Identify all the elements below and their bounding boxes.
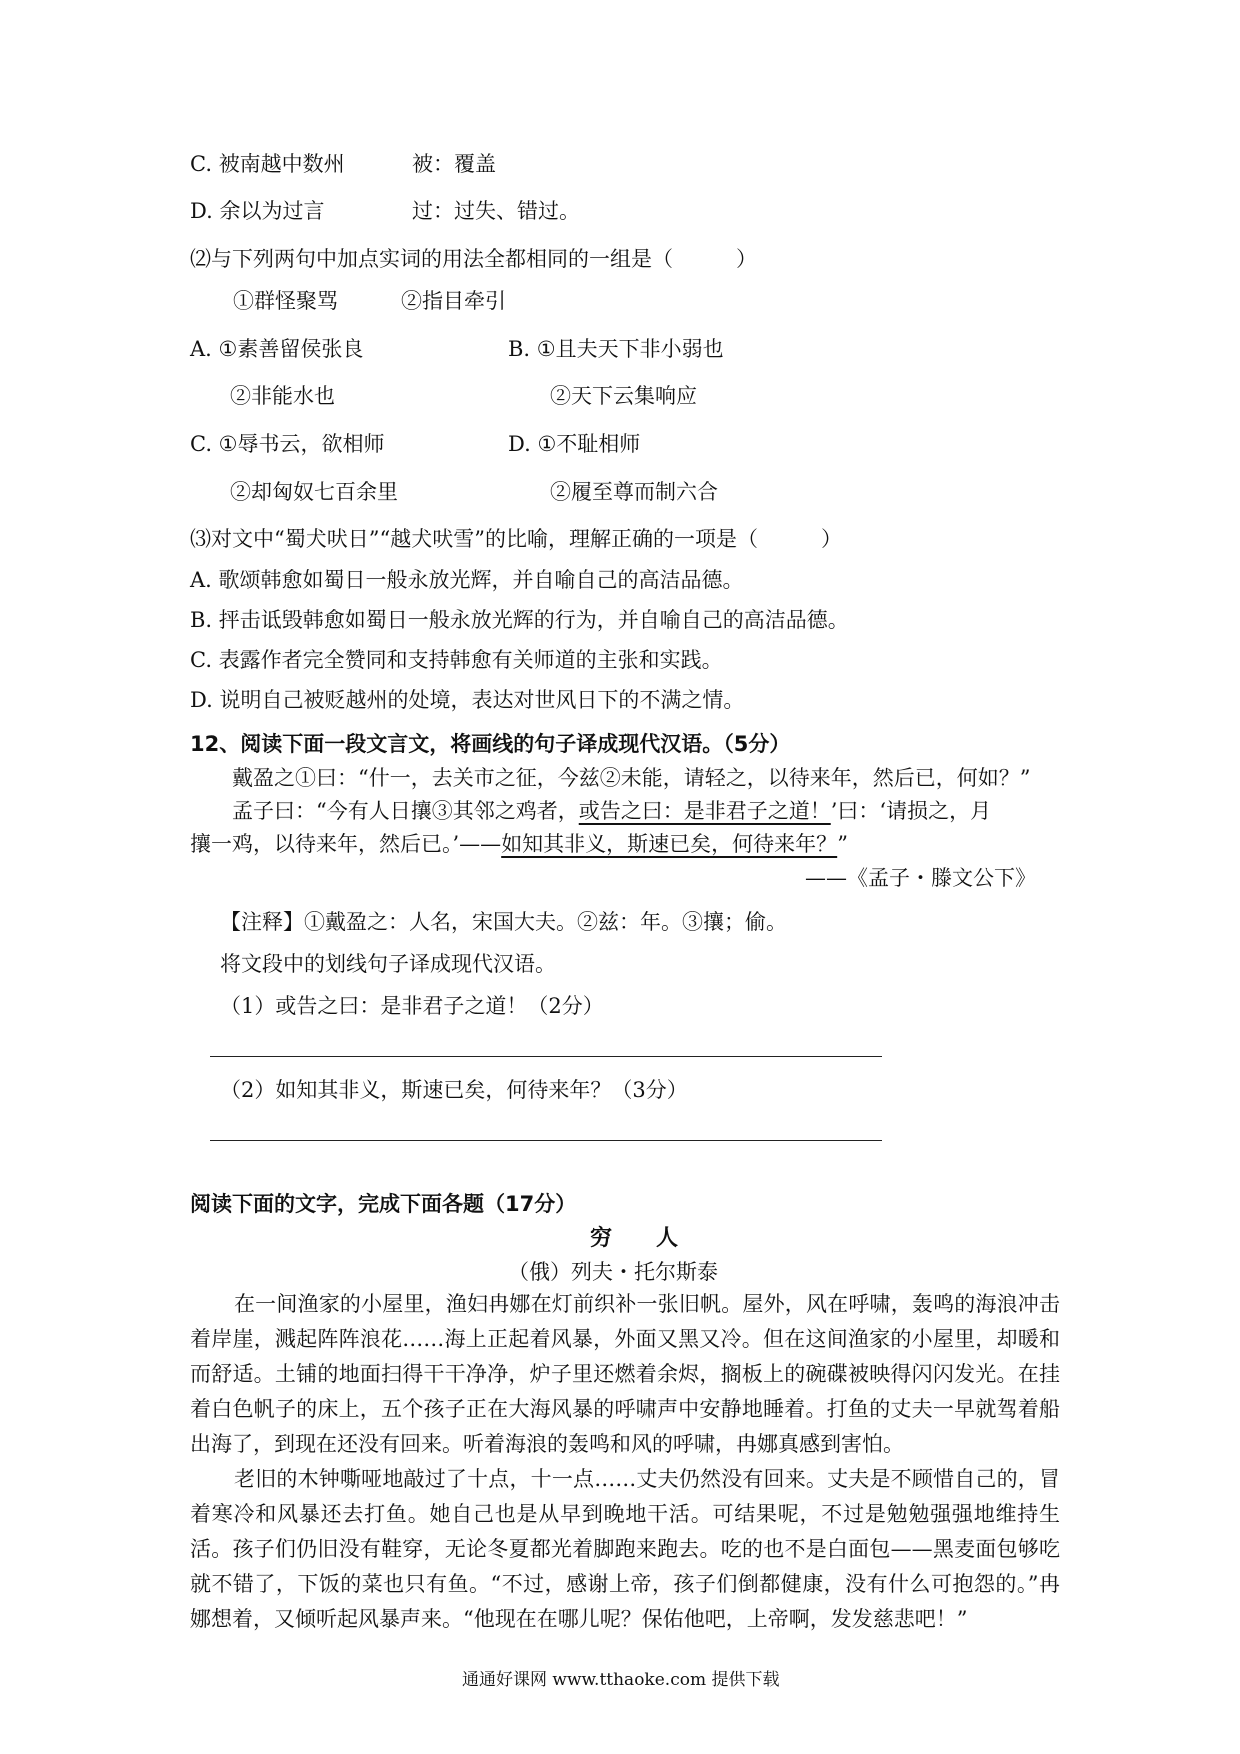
option-b-1: B. ①且夫天下非小弱也 [508,337,724,361]
option-c-2: ②却匈奴七百余里 [230,480,398,504]
question-stem: ⑵与下列两句中加点实词的用法全都相同的一组是（ ） [190,247,757,271]
question-12-title: 12、阅读下面一段文言文，将画线的句子译成现代汉语。（5分） [190,732,791,756]
paragraph-1: 在一间渔家的小屋里，渔妇冉娜在灯前织补一张旧帆。屋外，风在呼啸，轰鸣的海浪冲击着岸崖，溅起阵阵浪花……海上正起着风暴，外面又黑又冷。但在这间渔家的小屋里，却暖和而舒适。土铺的地面扫得干干净净，炉子里还燃着余烬，搁板上的碗碟被映得闪闪发光。在挂着白色帆子的床上，五个孩子正在大海风暴的呼啸声中安静地睡着。打鱼的丈夫一早就驾着船出海了，到现在还没有回来。听着海浪的轰鸣和风的呼啸，冉娜真感到害怕。 [190,1292,1060,1456]
answer-line-2[interactable] [210,1140,882,1141]
option-b: B. 抨击诋毁韩愈如蜀日一般永放光辉的行为，并自喻自己的高洁品德。 [190,608,849,632]
text-segment: ” [837,832,848,856]
option-a-1: A. ①素善留侯张良 [190,337,364,361]
reading-heading: 阅读下面的文字，完成下面各题（17分） [190,1192,577,1216]
text-segment: 孟子曰：“今有人日攘③其邻之鸡者， [232,799,579,823]
question-stem: ⑶对文中“蜀犬吠日”“越犬吠雪”的比喻，理解正确的一项是（ ） [190,527,842,551]
option-label: D. [190,199,213,223]
classical-text-line-2 [232,797,991,825]
underlined-sentence-1: 或告之曰：是非君子之道！ [578,799,831,823]
underlined-sentence-2: 如知其非义，斯速已矣，何待来年？ [501,832,838,856]
sub-question-2: （2）如知其非义，斯速已矣，何待来年？（3分） [220,1078,688,1102]
instruction: 将文段中的划线句子译成现代汉语。 [220,952,556,976]
option-d-gloss: 过：过失、错过。 [412,199,580,223]
paragraph-2: 老旧的木钟嘶哑地敲过了十点，十一点……丈夫仍然没有回来。丈夫是不顾惜自己的，冒着寒冷和风暴还去打鱼。她自己也是从早到晚地干活。可结果呢，不过是勉勉强强地维持生活。孩子们仍旧没有鞋穿，无论冬夏都光着脚跑来跑去。吃的也不是白面包——黑麦面包够吃就不错了，下饭的菜也只有鱼。“不过，感谢上帝，孩子们倒都健康，没有什么可抱怨的。”冉娜想着，又倾听起风暴声来。“他现在在哪儿呢？保佑他吧，上帝啊，发发慈悲吧！” [190,1467,1060,1631]
classical-text-line-1: 戴盈之①曰：“什一，去关市之征，今兹②未能，请轻之，以待来年，然后已，何如？” [232,766,1031,790]
option-c-gloss: 被：覆盖 [412,152,496,176]
story-body [190,1287,1060,1637]
page-footer: 通通好课网 www.tthaoke.com 提供下载 [462,1670,780,1690]
option-c-1: C. ①辱书云，欲相师 [190,432,385,456]
option-label: C. [190,152,212,176]
option-a-2: ②非能水也 [230,384,335,408]
story-author: （俄）列夫・托尔斯泰 [508,1260,718,1284]
sub-question-1: （1）或告之曰：是非君子之道！（2分） [220,994,604,1018]
option-sentence: 被南越中数州 [218,152,345,176]
option-c: C. 表露作者完全赞同和支持韩愈有关师道的主张和实践。 [190,648,723,672]
option-sentence: 余以为过言 [219,199,325,223]
story-title: 穷 人 [590,1226,679,1251]
option-d-1: D. ①不耻相师 [508,432,641,456]
source-citation: ——《孟子・滕文公下》 [805,866,1036,890]
question-examples: ①群怪聚骂 ②指目牵引 [233,289,506,313]
option-d-2: ②履至尊而制六合 [550,480,718,504]
annotation-note: 【注释】①戴盈之：人名，宋国大夫。②兹：年。③攘；偷。 [220,910,787,934]
option-c-text [190,150,345,178]
option-d-text [190,197,324,225]
option-a: A. 歌颂韩愈如蜀日一般永放光辉，并自喻自己的高洁品德。 [190,568,744,592]
text-segment: 攘一鸡，以待来年，然后已。’—— [190,832,502,856]
option-b-2: ②天下云集响应 [550,384,697,408]
answer-line-1[interactable] [210,1056,882,1057]
option-d: D. 说明自己被贬越州的处境，表达对世风日下的不满之情。 [190,688,745,712]
classical-text-line-3 [190,830,848,858]
text-segment: ’曰：‘请损之，月 [830,799,992,823]
